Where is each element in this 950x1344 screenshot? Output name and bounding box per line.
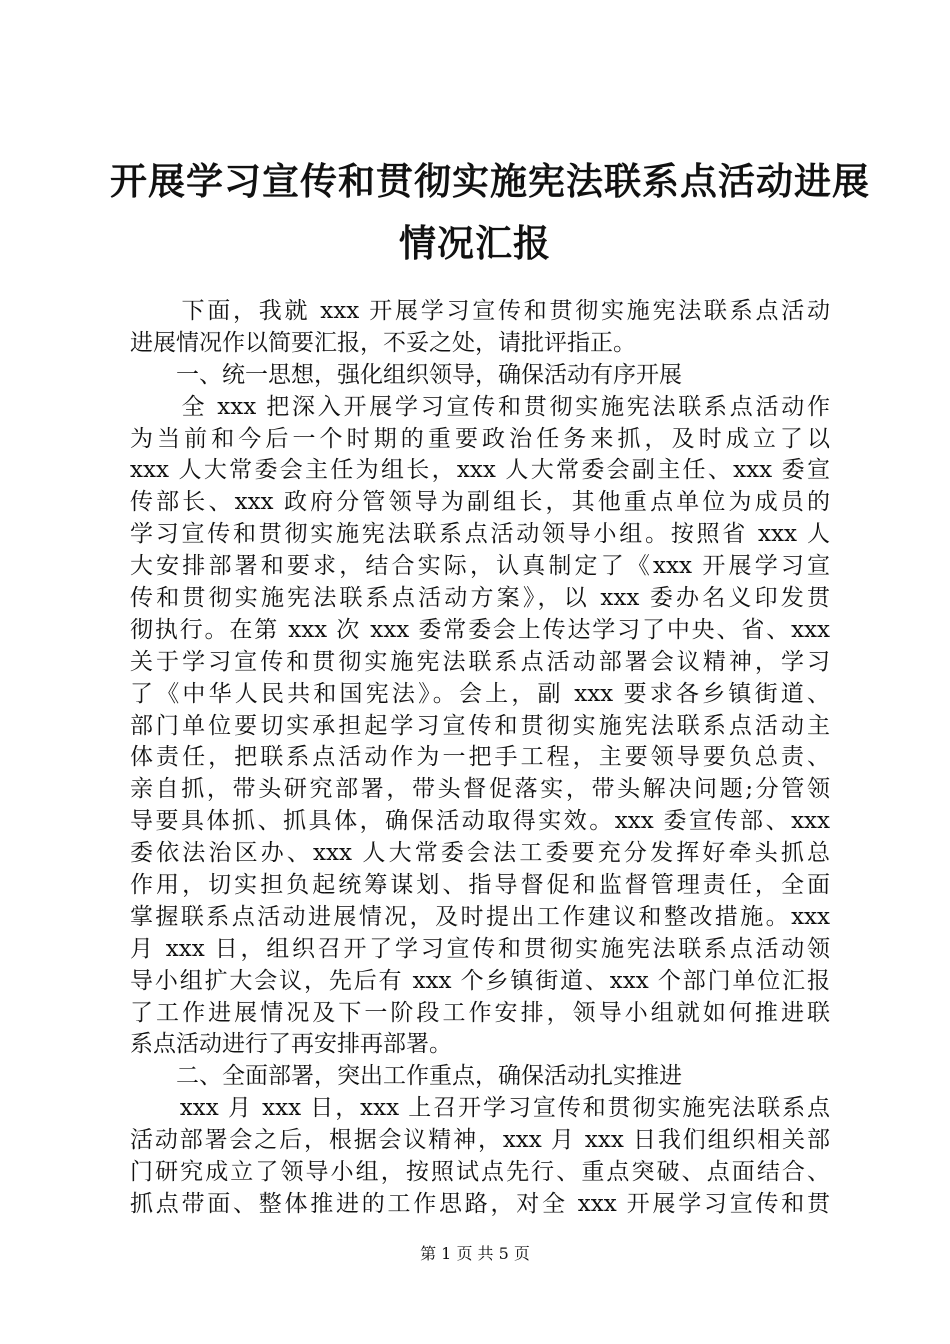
body-line: 部门单位要切实承担起学习宣传和贯彻实施宪法联系点活动主	[130, 712, 830, 739]
body-line: 导要具体抓、抓具体，确保活动取得实效。xxx 委宣传部、xxx	[130, 808, 830, 835]
body-line: 进展情况作以简要汇报，不妥之处，请批评指正。	[130, 329, 636, 356]
body-line: 委依法治区办、xxx 人大常委会法工委要充分发挥好牵头抓总	[130, 840, 830, 867]
section-heading-2: 二、全面部署，突出工作重点，确保活动扎实推进	[130, 1063, 682, 1090]
page-footer: 第 1 页 共 5 页	[420, 1244, 530, 1263]
body-line: 月 xxx 日，组织召开了学习宣传和贯彻实施宪法联系点活动领	[130, 935, 830, 962]
body-line: 导小组扩大会议，先后有 xxx 个乡镇街道、xxx 个部门单位汇报	[130, 967, 830, 994]
body-line: xxx 人大常委会主任为组长，xxx 人大常委会副主任、xxx 委宣	[130, 457, 830, 484]
body-line: 大安排部署和要求，结合实际，认真制定了《xxx 开展学习宣	[130, 553, 830, 580]
body-line: 了《中华人民共和国宪法》。会上，副 xxx 要求各乡镇街道、	[130, 680, 830, 707]
body-line: 彻执行。在第 xxx 次 xxx 委常委会上传达学习了中央、省、xxx	[130, 616, 830, 643]
body-line: xxx 月 xxx 日，xxx 上召开学习宣传和贯彻实施宪法联系点	[130, 1095, 830, 1122]
section-heading-1: 一、统一思想，强化组织领导，确保活动有序开展	[130, 361, 682, 388]
body-line: 活动部署会之后，根据会议精神，xxx 月 xxx 日我们组织相关部	[130, 1127, 830, 1154]
body-line: 掌握联系点活动进展情况，及时提出工作建议和整改措施。xxx	[130, 903, 830, 930]
body-line: 传和贯彻实施宪法联系点活动方案》，以 xxx 委办名义印发贯	[130, 585, 830, 612]
body-line: 为当前和今后一个时期的重要政治任务来抓，及时成立了以	[130, 425, 830, 452]
body-line: 了工作进展情况及下一阶段工作安排，领导小组就如何推进联	[130, 999, 830, 1026]
body-line: 体责任，把联系点活动作为一把手工程，主要领导要负总责、	[130, 744, 830, 771]
body-line: 下面，我就 xxx 开展学习宣传和贯彻实施宪法联系点活动	[130, 298, 830, 324]
body-line: 关于学习宣传和贯彻实施宪法联系点活动部署会议精神，学习	[130, 648, 830, 675]
document-body	[130, 296, 830, 1221]
body-line: 传部长、xxx 政府分管领导为副组长，其他重点单位为成员的	[130, 489, 830, 516]
body-line: 亲自抓，带头研究部署，带头督促落实，带头解决问题;分管领	[130, 776, 830, 803]
body-line: 抓点带面、整体推进的工作思路，对全 xxx 开展学习宣传和贯	[130, 1190, 830, 1217]
document-title-line-2: 情况汇报	[399, 221, 551, 265]
body-line: 学习宣传和贯彻实施宪法联系点活动领导小组。按照省 xxx 人	[130, 521, 830, 548]
body-line: 系点活动进行了再安排再部署。	[130, 1031, 452, 1058]
document-title-line-1: 开展学习宣传和贯彻实施宪法联系点活动进展	[110, 159, 870, 203]
body-line: 全 xxx 把深入开展学习宣传和贯彻实施宪法联系点活动作	[130, 393, 830, 420]
body-line: 作用，切实担负起统筹谋划、指导督促和监督管理责任，全面	[130, 872, 830, 899]
body-line: 门研究成立了领导小组，按照试点先行、重点突破、点面结合、	[130, 1159, 830, 1186]
